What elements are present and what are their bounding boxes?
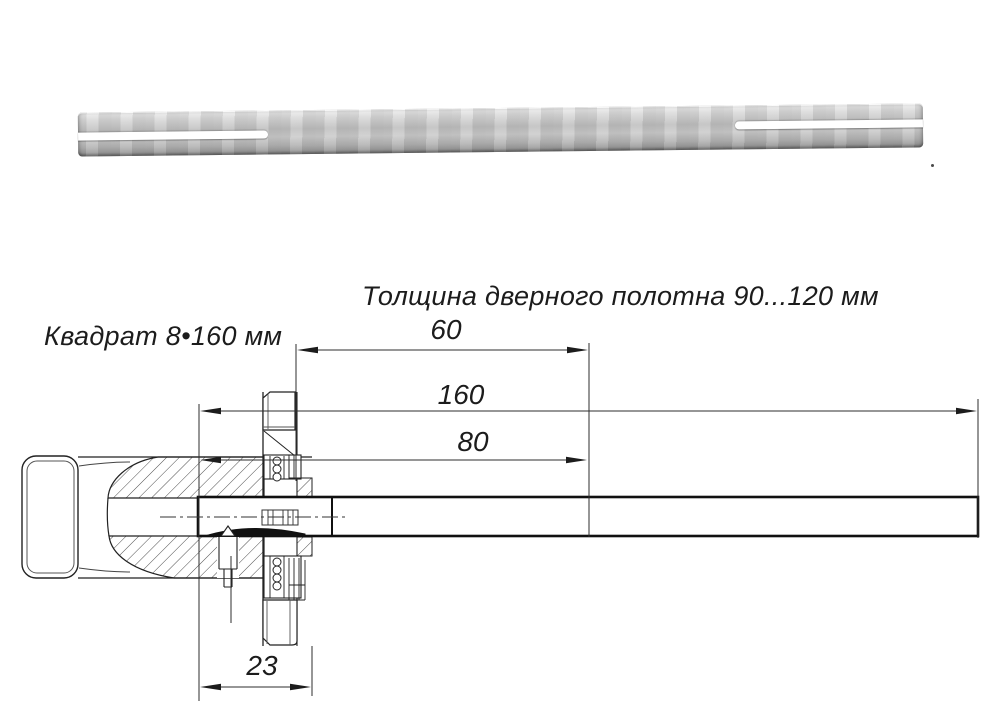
handle-cap [22, 456, 78, 578]
bearing-ball [273, 465, 281, 473]
hub-hatch-lower [297, 537, 312, 556]
door-thickness-caption: Толщина дверного полотна 90...120 мм [362, 281, 879, 311]
dimension-label-60: 60 [430, 314, 462, 345]
hub-hatch-upper [297, 478, 312, 497]
bearing-ball [273, 558, 281, 566]
dimension-label-160: 160 [437, 379, 485, 410]
dimension-label-80: 80 [457, 426, 489, 457]
rose-bottom-plate [263, 600, 297, 645]
bearing-ball [273, 582, 281, 590]
handle-hatch-lower [109, 536, 264, 578]
bearing-ball [273, 457, 281, 465]
spindle-rect [198, 497, 978, 536]
handle-hatch-upper [108, 457, 264, 498]
bearing-ball [273, 574, 281, 582]
bearing-ball [273, 473, 281, 481]
bearing-ball [273, 566, 281, 574]
dimension-label-23: 23 [246, 650, 278, 681]
square-size-caption: Квадрат 8•160 мм [44, 321, 283, 351]
